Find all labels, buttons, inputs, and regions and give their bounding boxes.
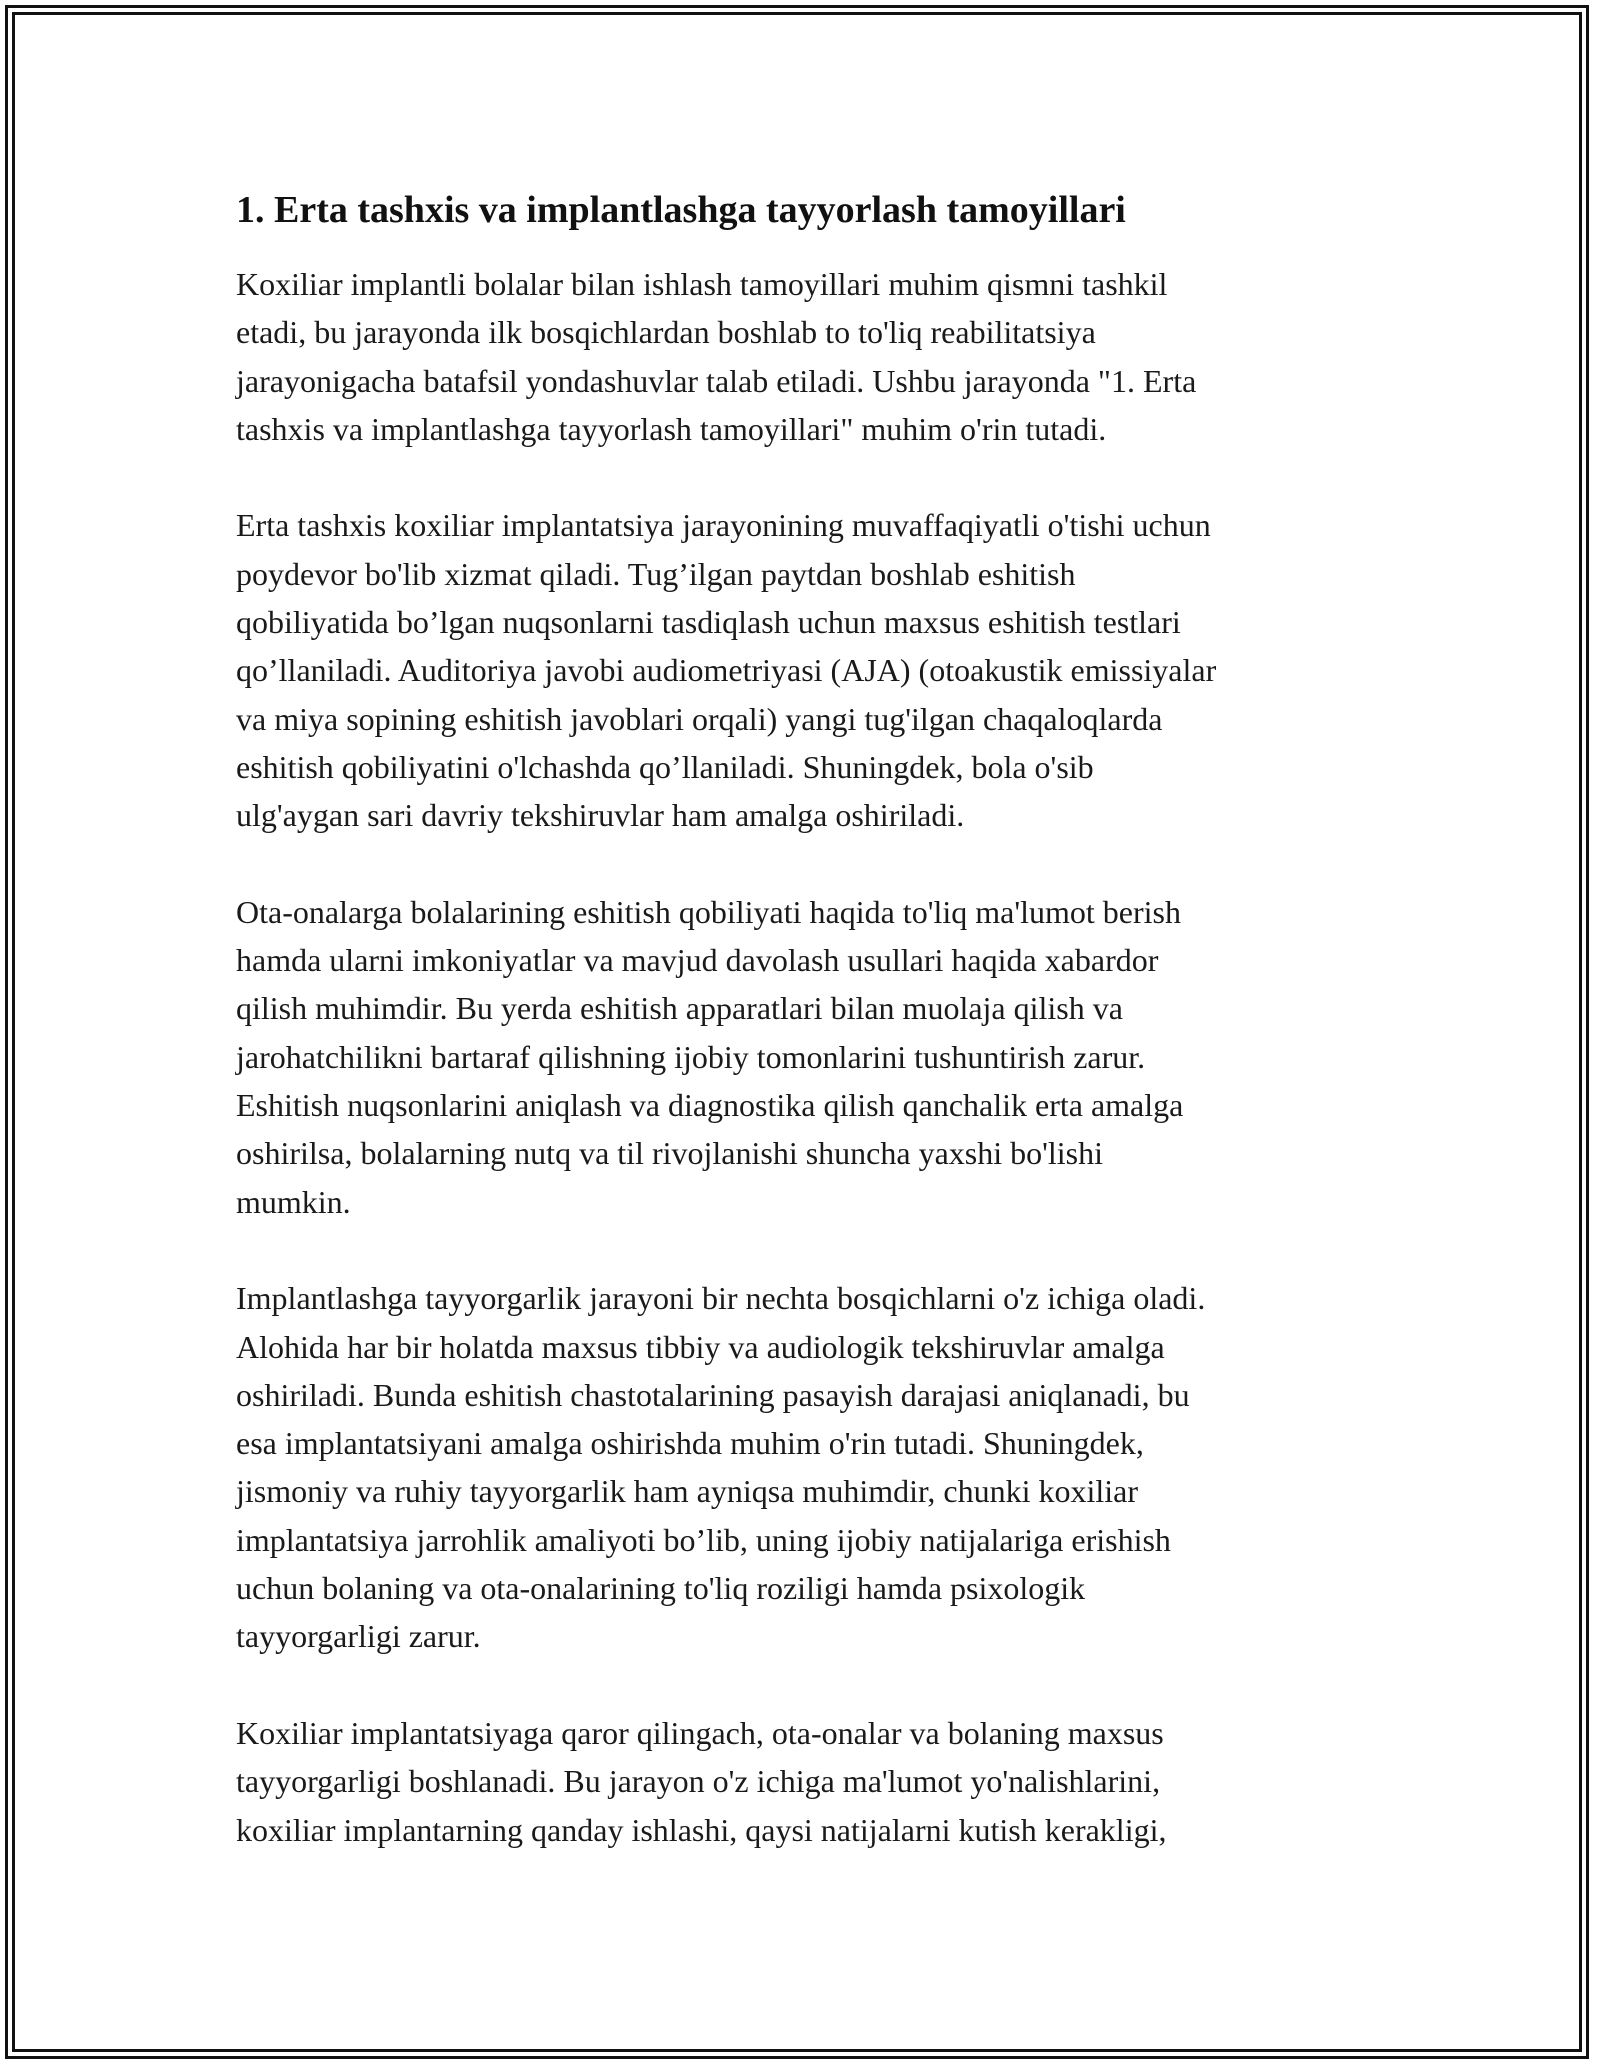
paragraph-implant-decision: Koxiliar implantatsiyaga qaror qilingach, ota-onalar va bolaning maxsus tayyorgarligi boshlanadi. Bu jarayon o'z ichiga ma'lumot yo'nalishlarini, koxiliar implantarning qanday ishlashi, qaysi natijalarni kutish kerakligi, (236, 1714, 1167, 1848)
section-heading: 1. Erta tashxis va implantlashga tayyorlash tamoyillari (236, 189, 1126, 231)
document-body (236, 186, 1376, 1902)
paragraph-intro: Koxiliar implantli bolalar bilan ishlash tamoyillari muhim qismni tashkil etadi, bu jarayonda ilk bosqichlardan boshlab to to'liq reabilitatsiya jarayonigacha batafsil yondashuvlar talab etiladi. Ushbu jarayonda "1. Erta tashxis va implantlashga tayyorlash tamoyillari" muhim o'rin tutadi. (236, 266, 1197, 447)
paragraph-parent-information: Ota-onalarga bolalarining eshitish qobiliyati haqida to'liq ma'lumot berish hamda ularni imkoniyatlar va mavjud davolash usullari haqida xabardor qilish muhimdir. Bu yerda eshitish apparatlari bilan muolaja qilish va jarohatchilikni bartaraf qilishning ijobiy tomonlarini tushuntirish zarur. Eshitish nuqsonlarini aniqlash va diagnostika qilish qanchalik erta amalga oshirilsa, bolalarning nutq va til rivojlanishi shuncha yaxshi bo'lishi mumkin. (236, 893, 1184, 1220)
paragraph-implant-preparation: Implantlashga tayyorgarlik jarayoni bir nechta bosqichlarni o'z ichiga oladi. Alohida har bir holatda maxsus tibbiy va audiologik tekshiruvlar amalga oshiriladi. Bunda eshitish chastotalarining pasayish darajasi aniqlanadi, bu esa implantatsiyani amalga oshirishda muhim o'rin tutadi. Shuningdek, jismoniy va ruhiy tayyorgarlik ham ayniqsa muhimdir, chunki koxiliar implantatsiya jarrohlik amaliyoti bo’lib, uning ijobiy natijalariga erishish uchun bolaning va ota-onalarining to'liq roziligi hamda psixologik tayyorgarligi zarur. (236, 1280, 1206, 1655)
paragraph-early-diagnosis: Erta tashxis koxiliar implantatsiya jarayonining muvaffaqiyatli o'tishi uchun poydevor bo'lib xizmat qiladi. Tug’ilgan paytdan boshlab eshitish qobiliyatida bo’lgan nuqsonlarni tasdiqlash uchun maxsus eshitish testlari qo’llaniladi. Auditoriya javobi audiometriyasi (AJA) (otoakustik emissiyalar va miya sopining eshitish javoblari orqali) yangi tug'ilgan chaqaloqlarda eshitish qobiliyatini o'lchashda qo’llaniladi. Shuningdek, bola o'sib ulg'aygan sari davriy tekshiruvlar ham amalga oshiriladi. (236, 507, 1217, 834)
